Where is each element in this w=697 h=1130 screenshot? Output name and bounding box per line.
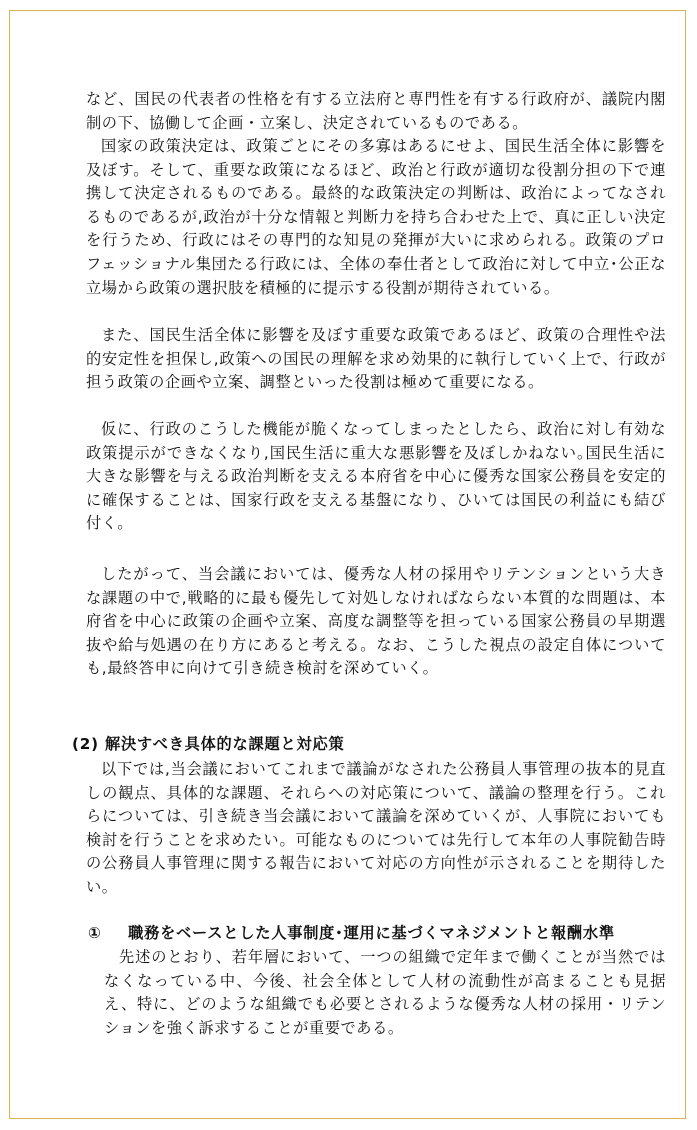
- paragraph-7: 先述のとおり、若年層において、一つの組織で定年まで働くことが当然ではなくなっている中、今後、社会全体として人材の流動性が高まることも見据え、特に、どのような組織でも必要とされるような優秀な人材の採用・リテンションを強く訴求することが重要である。: [104, 948, 666, 1037]
- paragraph-2: 国家の政策決定は、政策ごとにその多寡はあるにせよ、国民生活全体に影響を及ぼす。そして、重要な政策になるほど、政治と行政が適切な役割分担の下で連携して決定されるものである。最終的な政策決定の判断は、政治によってなされるものであるが,政治が十分な情報と判断力を持ち合わせた上で、真に正しい決定を行うため、行政にはその専門的な知見の発揮が大いに求められる。政策のプロフェッショナル集団たる行政には、全体の奉仕者として政治に対して中立･公正な立場から政策の選択肢を積極的に提示する役割が期待されている。: [86, 137, 666, 297]
- section-2-number: (2): [72, 735, 99, 753]
- item-1-heading: [88, 922, 615, 946]
- item-1-title: 職務をベースとした人事制度･運用に基づくマネジメントと報酬水準: [128, 924, 615, 942]
- paragraph-6: 以下では,当会議においてこれまで議論がなされた公務員人事管理の抜本的見直しの観点、具体的な課題、それらへの対応策について、議論の整理を行う。これらについては、引き続き当会議において議論を深めていくが、人事院においても検討を行うことを求めたい。可能なものについては先行して本年の人事院勧告時の公務員人事管理に関する報告において対応の方向性が示されることを期待したい。: [86, 760, 666, 896]
- paragraph-3: また、国民生活全体に影響を及ぼす重要な政策であるほど、政策の合理性や法的安定性を担保し,政策への国民の理解を求め効果的に執行していく上で、行政が担う政策の企画や立案、調整といった役割は極めて重要になる。: [86, 326, 666, 392]
- section-2-heading: [72, 733, 344, 757]
- paragraph-4: 仮に、行政のこうした機能が脆くなってしまったとしたら、政治に対し有効な政策提示ができなくなり,国民生活に重大な悪影響を及ぼしかねない｡国民生活に大きな影響を与える政治判断を支える本府省を中心に優秀な国家公務員を安定的に確保することは、国家行政を支える基盤になり、ひいては国民の利益にも結び付く。: [86, 420, 666, 533]
- paragraph-5: したがって、当会議においては、優秀な人材の採用やリテンションという大きな課題の中で,戦略的に最も優先して対処しなければならない本質的な問題は、本府省を中心に政策の企画や立案、高度な調整等を担っている国家公務員の早期選抜や給与処遇の在り方にあると考える。なお、こうした視点の設定自体についても,最終答申に向けて引き続き検討を深めていく。: [86, 565, 666, 678]
- section-2-title: 解決すべき具体的な課題と対応策: [104, 735, 345, 753]
- item-1-number: ①: [88, 924, 102, 942]
- paragraph-1: など、国民の代表者の性格を有する立法府と専門性を有する行政府が、議院内閣制の下、協働して企画・立案し、決定されているものである。: [86, 90, 666, 132]
